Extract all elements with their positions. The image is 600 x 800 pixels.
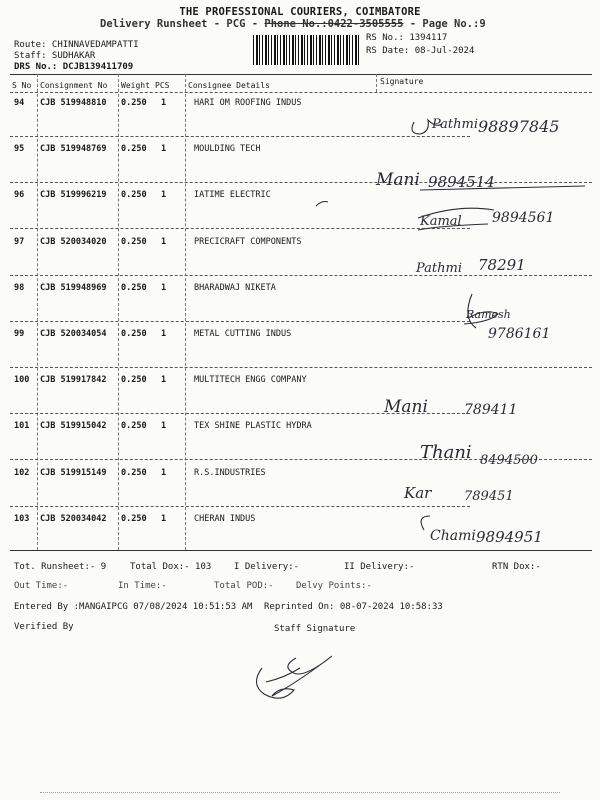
table-bottom-rule: [10, 550, 592, 551]
signature-row-103: [421, 516, 543, 546]
row-weight: 0.250: [121, 514, 147, 524]
row-pcs: 1: [161, 190, 167, 200]
col-divider: [37, 74, 38, 550]
row-pcs: 1: [161, 98, 167, 108]
row-pcs: 1: [161, 514, 167, 524]
row-divider: [10, 413, 470, 414]
row-sno: 97: [14, 237, 25, 247]
row-pcs: 1: [161, 375, 167, 385]
signature-101-number: 8494500: [480, 453, 538, 468]
drs-number: DRS No.: DCJB139411709: [14, 62, 134, 72]
scan-edge: [40, 792, 560, 793]
signature-row-98: [464, 294, 550, 342]
row-divider: [10, 275, 592, 276]
i-delivery: I Delivery:-: [234, 562, 300, 572]
signature-row-102: [403, 484, 514, 504]
row-divider: [10, 459, 592, 460]
row-consignment-no: CJB 519996219: [40, 190, 107, 200]
staff-signature-label: Staff Signature: [274, 624, 356, 634]
table-header-rule: [10, 92, 592, 93]
company-name: THE PROFESSIONAL COURIERS, COIMBATORE: [179, 6, 421, 18]
col-signature: Signature: [380, 77, 424, 86]
col-divider: [185, 74, 186, 550]
signature-96-number: 9894561: [492, 210, 555, 226]
col-divider: [376, 74, 377, 92]
row-sno: 96: [14, 190, 25, 200]
entered-by: Entered By :MANGAIPCG 07/08/2024 10:51:53 AM: [14, 602, 253, 612]
signature-102-name: Kar: [404, 484, 432, 502]
row-divider: [10, 228, 470, 229]
col-sno: S No: [12, 81, 32, 90]
signature-101-name: Thani: [420, 442, 472, 463]
staff-signature-mark: [256, 656, 332, 698]
row-consignment-no: CJB 519915042: [40, 421, 107, 431]
signature-94-name: Pathmi: [432, 117, 478, 132]
row-consignee: HARI OM ROOFING INDUS: [194, 98, 302, 108]
signature-98-name: Ramesh: [466, 308, 511, 321]
row-weight: 0.250: [121, 421, 147, 431]
barcode: [253, 35, 359, 65]
row-divider: [10, 367, 592, 368]
row-consignment-no: CJB 520034042: [40, 514, 107, 524]
row-pcs: 1: [161, 329, 167, 339]
row-consignee: METAL CUTTING INDUS: [194, 329, 292, 339]
row-consignment-no: CJB 519948769: [40, 144, 107, 154]
signature-100-number: 789411: [464, 402, 518, 418]
signature-row-100: [383, 397, 517, 418]
runsheet-subtitle: [100, 18, 486, 30]
row-weight: 0.250: [121, 237, 147, 247]
row-weight: 0.250: [121, 468, 147, 478]
signature-95-number: 9894514: [428, 173, 495, 191]
row-sno: 100: [14, 375, 30, 385]
col-consignee: Consignee Details: [188, 81, 270, 90]
row-weight: 0.250: [121, 190, 147, 200]
signature-103-name: Chami: [430, 528, 476, 544]
table-top-rule: [10, 74, 592, 75]
delvy-points: Delvy Points:-: [296, 581, 372, 591]
row-consignee: R.S.INDUSTRIES: [194, 468, 266, 478]
signature-100-name: Mani: [384, 397, 428, 417]
signature-row-94: [412, 117, 559, 136]
row-sno: 103: [14, 514, 30, 524]
total-dox: Total Dox:- 103: [130, 562, 212, 572]
ii-delivery: II Delivery:-: [344, 562, 415, 572]
runsheet-title: Delivery Runsheet - PCG -: [100, 18, 259, 30]
signature-96-name: Kamal: [420, 214, 462, 229]
rs-date: RS Date: 08-Jul-2024: [366, 46, 475, 56]
row-pcs: 1: [161, 237, 167, 247]
signature-102-number: 789451: [464, 489, 514, 504]
row-divider: [10, 321, 470, 322]
row-sno: 99: [14, 329, 25, 339]
row-pcs: 1: [161, 468, 167, 478]
row-consignee: BHARADWAJ NIKETA: [194, 283, 276, 293]
row-consignment-no: CJB 520034020: [40, 237, 107, 247]
col-divider: [118, 74, 119, 550]
row-weight: 0.250: [121, 329, 147, 339]
row-pcs: 1: [161, 144, 167, 154]
signature-98-number: 9786161: [488, 326, 551, 342]
row-consignment-no: CJB 519948810: [40, 98, 107, 108]
tot-runsheet: Tot. Runsheet:- 9: [14, 562, 107, 572]
row-pcs: 1: [161, 421, 167, 431]
row-consignee: MULTITECH ENGG COMPANY: [194, 375, 307, 385]
signature-95-name: Mani: [376, 170, 420, 190]
row-consignment-no: CJB 519917842: [40, 375, 107, 385]
row-weight: 0.250: [121, 375, 147, 385]
out-time: Out Time:-: [14, 581, 69, 591]
row-divider: [10, 136, 470, 137]
row-consignment-no: CJB 520034054: [40, 329, 107, 339]
row-weight: 0.250: [121, 144, 147, 154]
signature-97-name: Pathmi: [416, 261, 462, 276]
row-sno: 101: [14, 421, 30, 431]
rtn-dox: RTN Dox:-: [492, 562, 541, 572]
row-consignee: MOULDING TECH: [194, 144, 261, 154]
signature-94-number: 98897845: [478, 117, 560, 136]
pen-mark: [316, 202, 328, 207]
row-sno: 102: [14, 468, 30, 478]
signature-row-95: [375, 170, 585, 191]
signature-row-96: [418, 208, 554, 230]
col-consignment: Consignment No: [40, 81, 108, 90]
row-consignee: PRECICRAFT COMPONENTS: [194, 237, 302, 247]
col-pcs: PCS: [155, 81, 170, 90]
reprinted-on: Reprinted On: 08-07-2024 10:58:33: [264, 602, 443, 612]
in-time: In Time:-: [118, 581, 167, 591]
row-consignee: CHERAN INDUS: [194, 514, 256, 524]
page-number: - Page No.:9: [409, 18, 486, 30]
row-divider: [10, 182, 592, 183]
row-weight: 0.250: [121, 98, 147, 108]
row-sno: 95: [14, 144, 25, 154]
row-weight: 0.250: [121, 283, 147, 293]
verified-by: Verified By: [14, 622, 74, 632]
row-pcs: 1: [161, 283, 167, 293]
signature-row-101: [420, 442, 538, 468]
signature-103-number: 9894951: [476, 528, 543, 546]
col-weight: Weight: [121, 81, 150, 90]
total-pod: Total POD:-: [214, 581, 274, 591]
signature-97-number: 78291: [478, 256, 526, 274]
phone-number: Phone No.:0422-3505555: [264, 18, 404, 30]
row-sno: 94: [14, 98, 25, 108]
row-consignee: TEX SHINE PLASTIC HYDRA: [194, 421, 312, 431]
signature-row-97: [415, 256, 526, 276]
staff-label: Staff: SUDHAKAR: [14, 51, 96, 61]
row-divider: [10, 506, 470, 507]
row-sno: 98: [14, 283, 25, 293]
route-label: Route: CHINNAVEDAMPATTI: [14, 40, 139, 50]
rs-number: RS No.: 1394117: [366, 33, 448, 43]
row-consignment-no: CJB 519915149: [40, 468, 107, 478]
row-consignee: IATIME ELECTRIC: [194, 190, 271, 200]
row-consignment-no: CJB 519948969: [40, 283, 107, 293]
